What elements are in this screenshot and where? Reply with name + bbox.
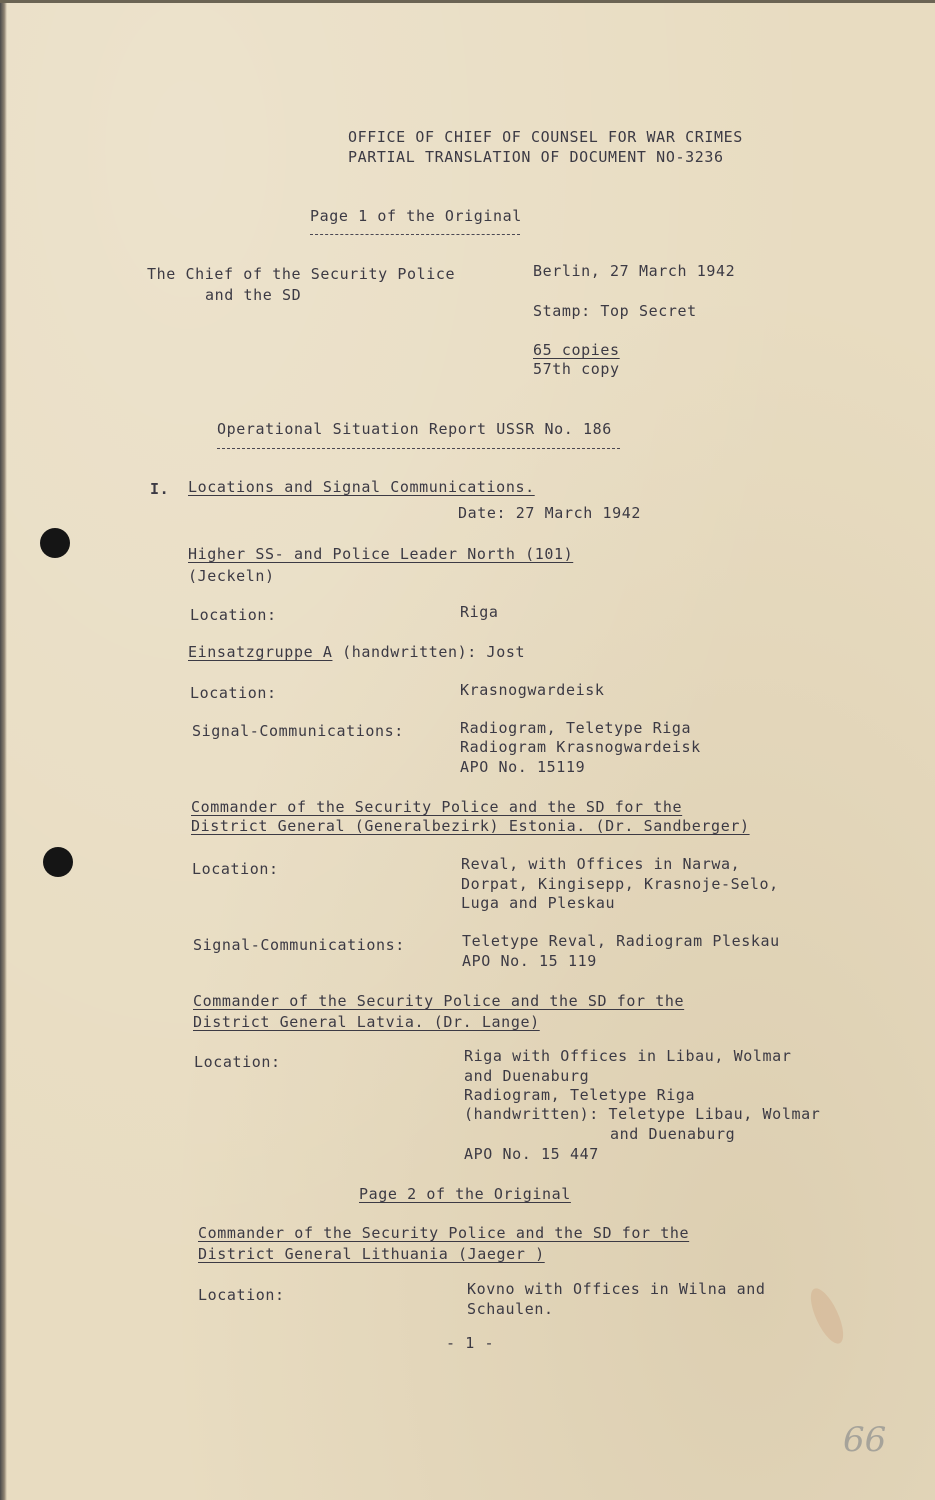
- report-title-underline: [217, 448, 620, 449]
- eg-signal-label: Signal-Communications:: [192, 722, 404, 740]
- latvia-location-line: (handwritten): Teletype Libau, Wolmar: [464, 1105, 821, 1123]
- section-number: I.: [150, 480, 170, 498]
- sender-line-1: The Chief of the Security Police: [147, 265, 456, 283]
- section-date: Date: 27 March 1942: [458, 504, 641, 522]
- latvia-location-line: and Duenaburg: [464, 1067, 590, 1085]
- page-number: - 1 -: [446, 1334, 495, 1352]
- hsspf-name: (Jeckeln): [188, 567, 275, 585]
- hsspf-location-label: Location:: [190, 606, 277, 624]
- page-2-marker: Page 2 of the Original: [359, 1185, 571, 1203]
- sender-line-2: and the SD: [205, 286, 302, 304]
- punch-hole: [40, 528, 70, 558]
- copies-count: 65 copies: [533, 341, 620, 359]
- dateline: Berlin, 27 March 1942: [533, 262, 736, 280]
- page-edge-top: [0, 0, 935, 3]
- copy-number: 57th copy: [533, 360, 620, 378]
- header-line-1: OFFICE OF CHIEF OF COUNSEL FOR WAR CRIMES: [348, 128, 743, 146]
- latvia-title-2: District General Latvia. (Dr. Lange): [193, 1013, 540, 1031]
- page-1-marker: Page 1 of the Original: [310, 207, 522, 225]
- punch-hole: [43, 847, 73, 877]
- page-edge: [0, 0, 7, 1500]
- einsatzgruppe-title: Einsatzgruppe A: [188, 643, 333, 661]
- report-title: Operational Situation Report USSR No. 186: [217, 420, 612, 438]
- stamp: Stamp: Top Secret: [533, 302, 697, 320]
- eg-signal-line: Radiogram, Teletype Riga: [460, 719, 692, 737]
- lithuania-title-2: District General Lithuania (Jaeger ): [198, 1245, 545, 1263]
- eg-location-label: Location:: [190, 684, 277, 702]
- section-title: Locations and Signal Communications.: [188, 478, 535, 496]
- latvia-title-1: Commander of the Security Police and the SD for the: [193, 992, 685, 1010]
- estonia-location-line: Luga and Pleskau: [461, 894, 616, 912]
- header-line-2: PARTIAL TRANSLATION OF DOCUMENT NO-3236: [348, 148, 724, 166]
- latvia-location-line: Riga with Offices in Libau, Wolmar: [464, 1047, 792, 1065]
- hsspf-title: Higher SS- and Police Leader North (101): [188, 545, 574, 563]
- page-1-underline: [310, 234, 520, 235]
- eg-location-value: Krasnogwardeisk: [460, 681, 605, 699]
- eg-signal-line: Radiogram Krasnogwardeisk: [460, 738, 701, 756]
- estonia-title-2: District General (Generalbezirk) Estonia. (Dr. Sandberger): [191, 817, 750, 835]
- estonia-signal-line: Teletype Reval, Radiogram Pleskau: [462, 932, 780, 950]
- einsatzgruppe-heading: [188, 643, 525, 662]
- pencil-page-mark: 66: [843, 1420, 887, 1460]
- latvia-apo: APO No. 15 447: [464, 1145, 599, 1163]
- hsspf-location-value: Riga: [460, 603, 499, 621]
- estonia-title-1: Commander of the Security Police and the SD for the: [191, 798, 683, 816]
- lithuania-location-line: Kovno with Offices in Wilna and: [467, 1280, 766, 1298]
- estonia-location-line: Reval, with Offices in Narwa,: [461, 855, 741, 873]
- latvia-location-line: Radiogram, Teletype Riga: [464, 1086, 696, 1104]
- estonia-signal-line: APO No. 15 119: [462, 952, 597, 970]
- latvia-location-label: Location:: [194, 1053, 281, 1071]
- lithuania-location-label: Location:: [198, 1286, 285, 1304]
- einsatzgruppe-handwritten: (handwritten): Jost: [332, 643, 526, 661]
- eg-signal-line: APO No. 15119: [460, 758, 586, 776]
- estonia-location-line: Dorpat, Kingisepp, Krasnoje-Selo,: [461, 875, 779, 893]
- latvia-location-line: and Duenaburg: [610, 1125, 736, 1143]
- lithuania-location-line: Schaulen.: [467, 1300, 554, 1318]
- estonia-location-label: Location:: [192, 860, 279, 878]
- lithuania-title-1: Commander of the Security Police and the SD for the: [198, 1224, 690, 1242]
- estonia-signal-label: Signal-Communications:: [193, 936, 405, 954]
